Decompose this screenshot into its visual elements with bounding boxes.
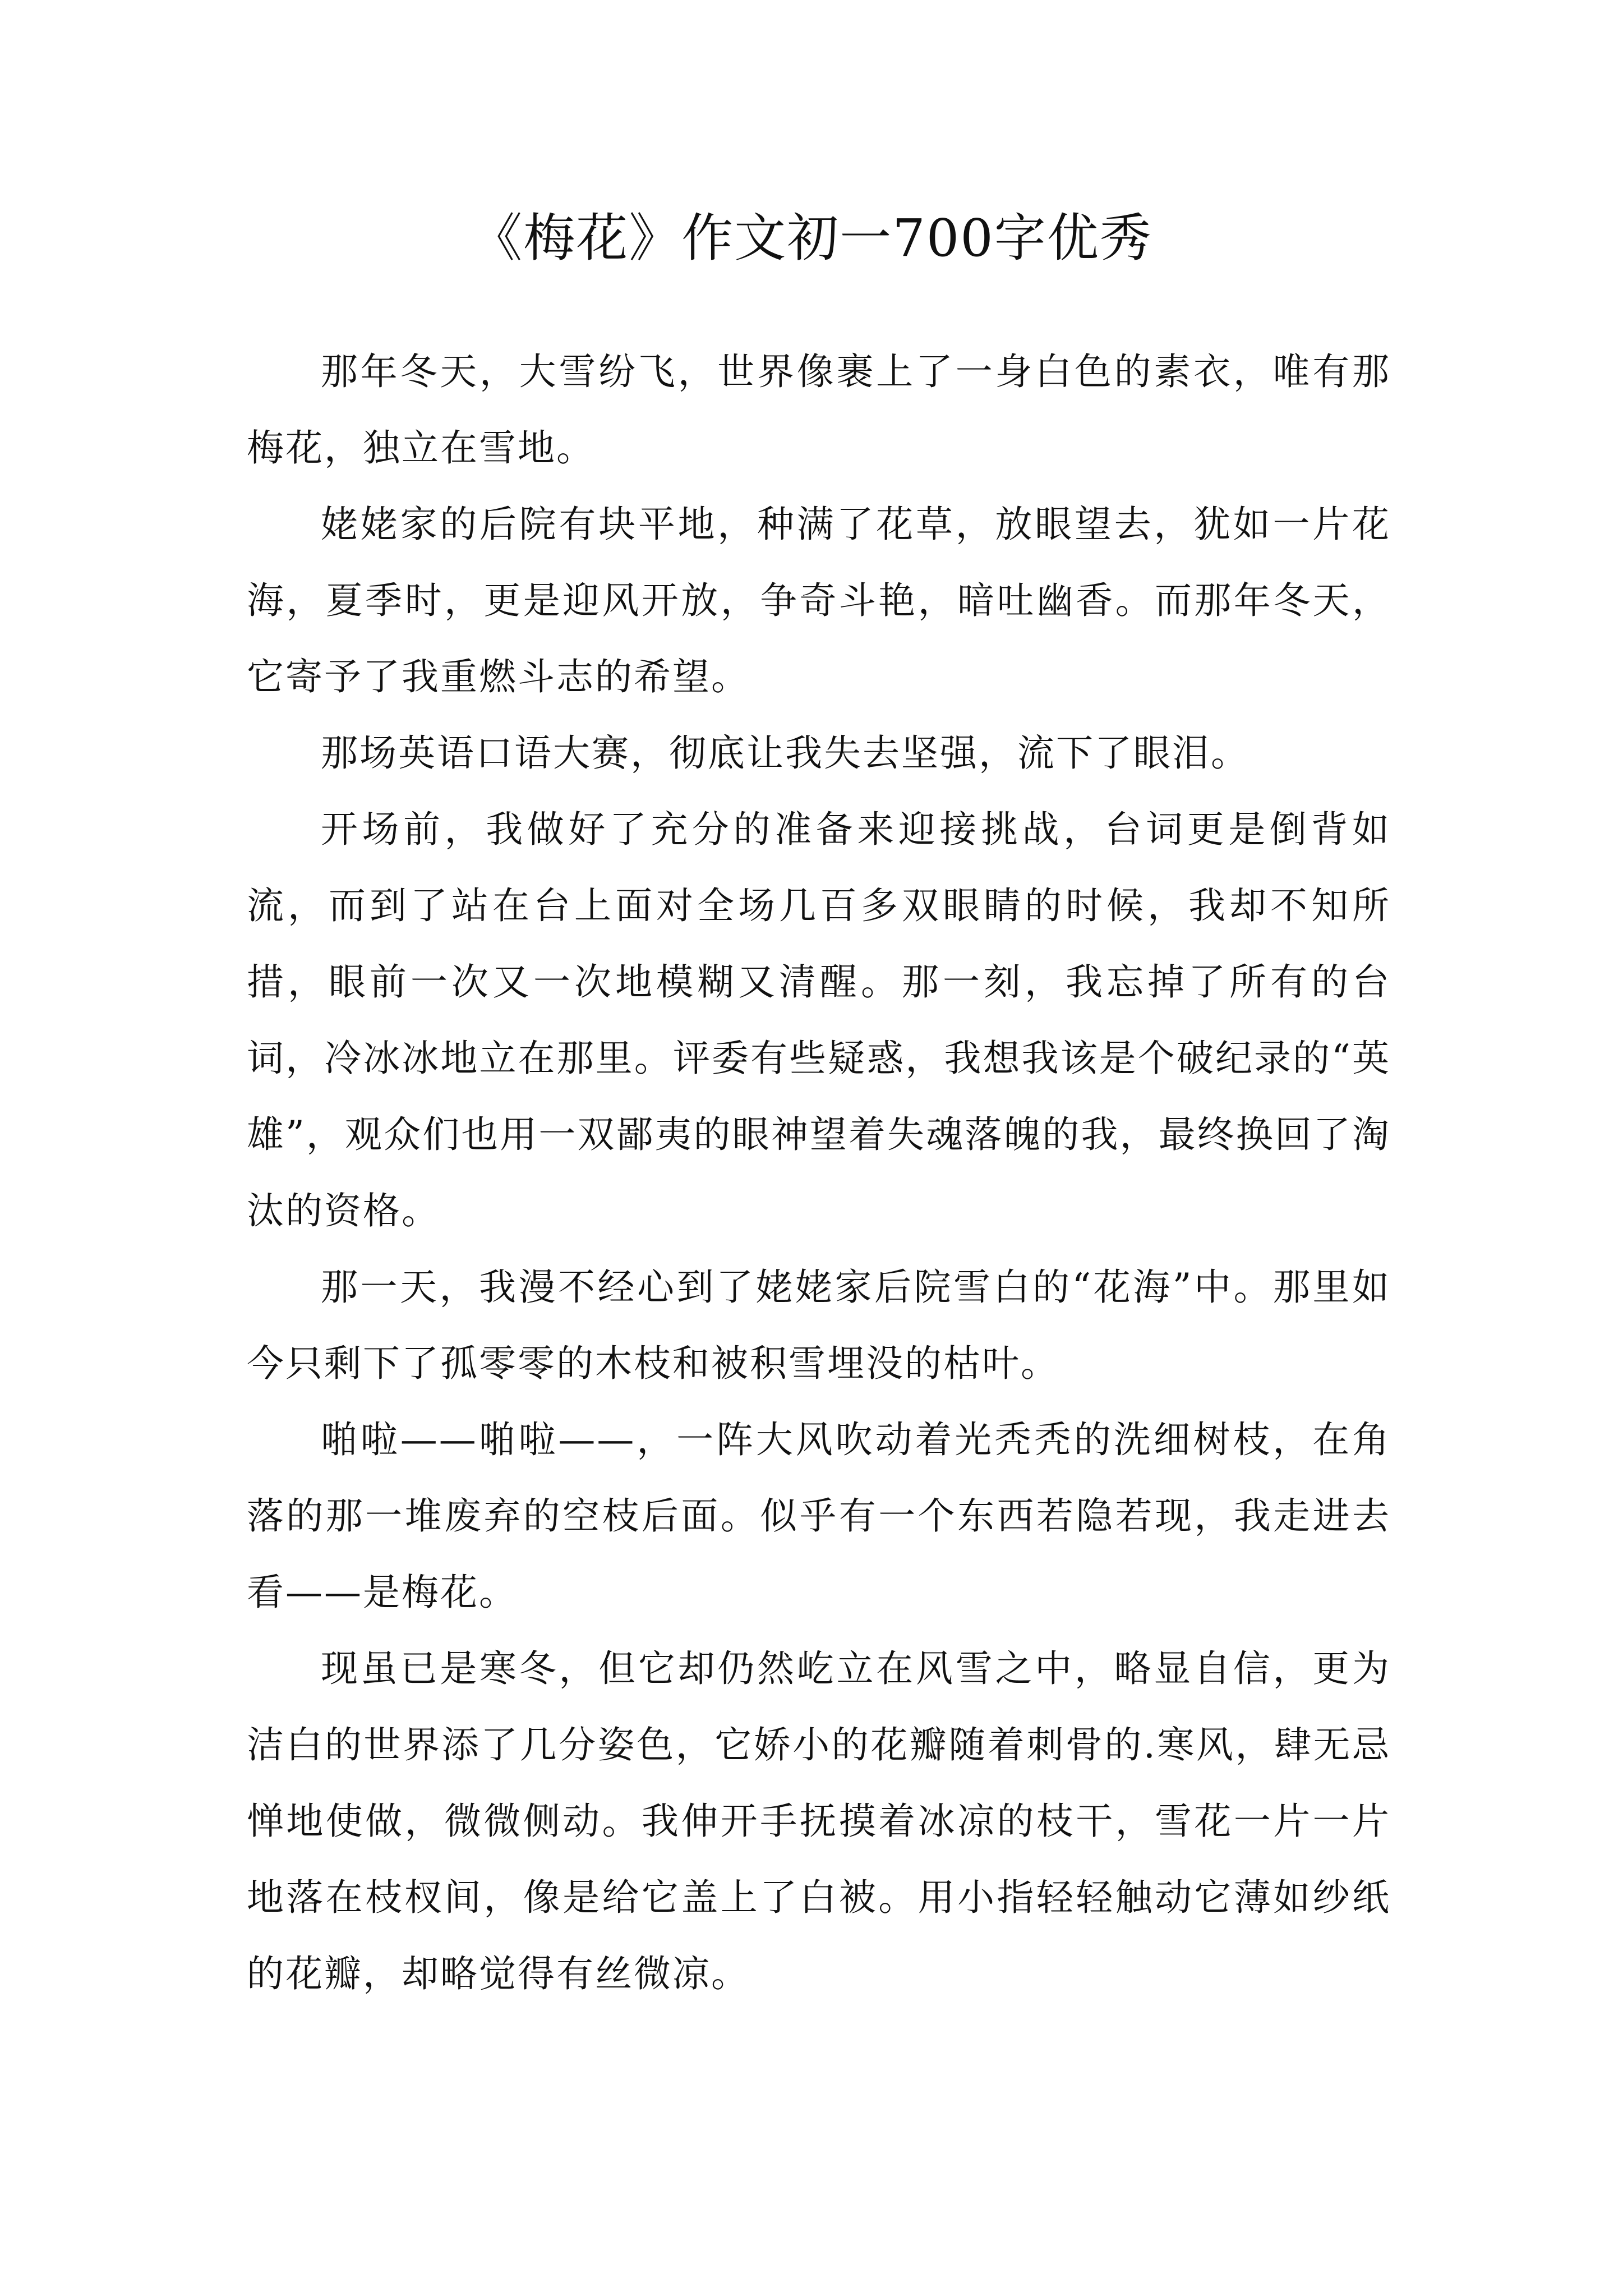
paragraph: 那场英语口语大赛，彻底让我失去坚强，流下了眼泪。: [321, 731, 1249, 775]
paragraph: 啪啦——啪啦——，一阵大风吹动着光秃秃的洗细树枝，在角落的那一堆废弃的空枝后面。似乎有一个东西若隐若现，我走进去看——是梅花。: [247, 1418, 1391, 1614]
paragraph: 那一天，我漫不经心到了姥姥家后院雪白的“花海”中。那里如今只剩下了孤零零的木枝和被积雪埋没的枯叶。: [247, 1266, 1391, 1385]
document-title: 《梅花》作文初一700字优秀: [471, 208, 1152, 268]
paragraph: 现虽已是寒冬，但它却仍然屹立在风雪之中，略显自信，更为洁白的世界添了几分姿色，它娇小的花瓣随着刺骨的.寒风，肆无忌惮地使做，微微侧动。我伸开手抚摸着冰凉的枝干，雪花一片一片地落在枝杈间，像是给它盖上了白被。用小指轻轻触动它薄如纱纸的花瓣，却略觉得有丝微凉。: [247, 1647, 1391, 1995]
paragraph: 开场前，我做好了充分的准备来迎接挑战，台词更是倒背如流，而到了站在台上面对全场几百多双眼睛的时候，我却不知所措，眼前一次又一次地模糊又清醒。那一刻，我忘掉了所有的台词，冷冰冰地立在那里。评委有些疑惑，我想我该是个破纪录的“英雄”，观众们也用一双鄙夷的眼神望着失魂落魄的我，最终换回了淘汰的资格。: [247, 808, 1391, 1232]
paragraph: 姥姥家的后院有块平地，种满了花草，放眼望去，犹如一片花海，夏季时，更是迎风开放，争奇斗艳，暗吐幽香。而那年冬天，它寄予了我重燃斗志的希望。: [247, 503, 1391, 698]
paragraph: 那年冬天，大雪纷飞，世界像裹上了一身白色的素衣，唯有那梅花，独立在雪地。: [247, 350, 1391, 470]
document-body: [247, 334, 1391, 2012]
